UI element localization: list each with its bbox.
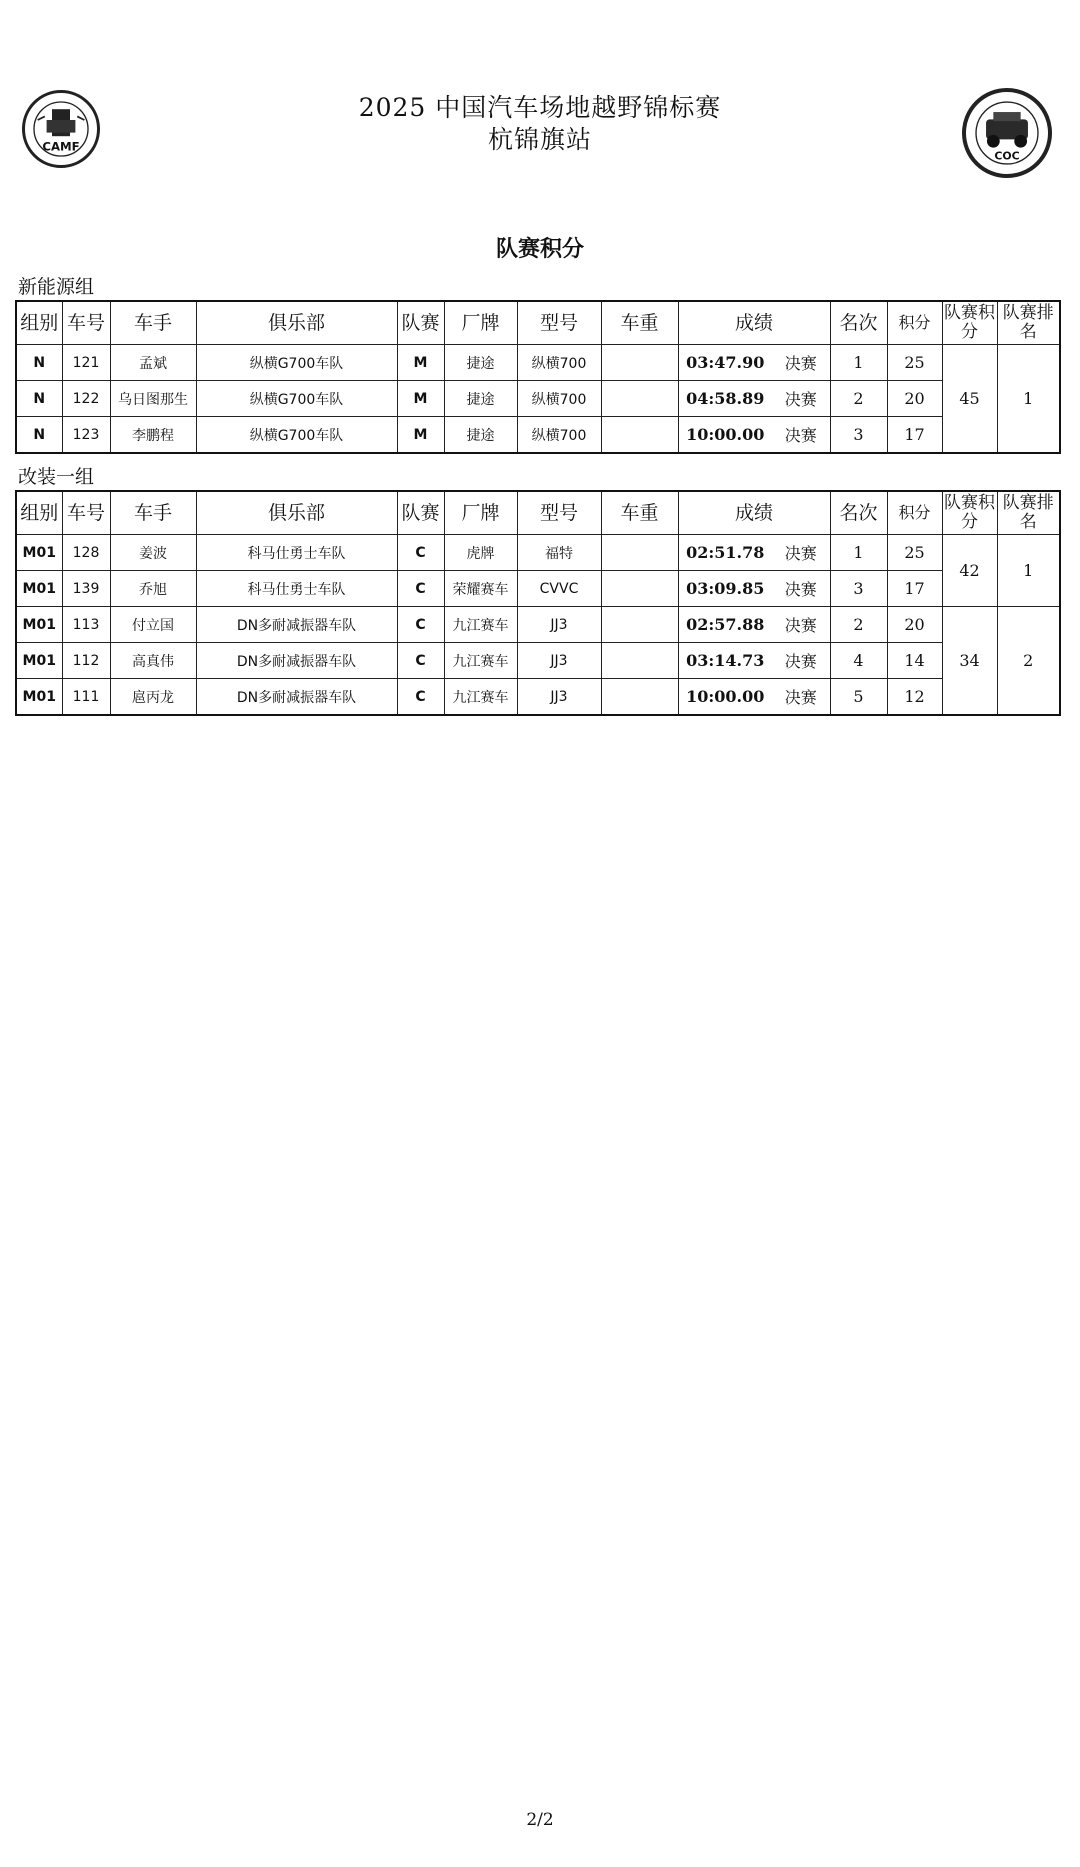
cell-driver: 乌日图那生: [110, 381, 196, 417]
cell-model: JJ3: [517, 679, 601, 716]
table-row: [16, 571, 1060, 607]
cell-group: N: [16, 345, 62, 381]
cell-team: C: [397, 679, 444, 716]
col-header-club: 俱乐部: [196, 301, 397, 345]
cell-brand: 捷途: [444, 381, 517, 417]
col-header-brand: 厂牌: [444, 301, 517, 345]
cell-driver: 李鹏程: [110, 417, 196, 454]
cell-group: M01: [16, 535, 62, 571]
cell-team-rank: 1: [997, 345, 1060, 454]
cell-club: 科马仕勇士车队: [196, 535, 397, 571]
cell-team: C: [397, 571, 444, 607]
cell-points: 25: [887, 345, 942, 381]
results-table-modified-1: [15, 490, 1061, 716]
col-header-team-points: 队赛积分: [942, 301, 997, 345]
group-label-new-energy: 新能源组: [18, 276, 95, 298]
cell-driver: 扈丙龙: [110, 679, 196, 716]
page-number: 2/2: [526, 1810, 554, 1830]
cell-rank: 5: [830, 679, 887, 716]
cell-car-no: 112: [62, 643, 110, 679]
section-title: 队赛积分: [495, 236, 584, 262]
cell-group: M01: [16, 643, 62, 679]
cell-group: N: [16, 417, 62, 454]
cell-time: 02:57.88: [678, 607, 772, 643]
col-header-model: 型号: [517, 301, 601, 345]
cell-team: M: [397, 417, 444, 454]
cell-round: 决赛: [772, 381, 830, 417]
cell-driver: 孟斌: [110, 345, 196, 381]
cell-team-rank: 2: [997, 607, 1060, 716]
group-label-modified-1: 改装一组: [18, 466, 95, 488]
col-header-group: 组别: [16, 491, 62, 535]
cell-car-no: 123: [62, 417, 110, 454]
cell-club: 纵横G700车队: [196, 381, 397, 417]
cell-driver: 乔旭: [110, 571, 196, 607]
cell-brand: 九江赛车: [444, 679, 517, 716]
col-header-rank: 名次: [830, 301, 887, 345]
cell-model: JJ3: [517, 643, 601, 679]
col-header-rank: 名次: [830, 491, 887, 535]
cell-club: DN多耐减振器车队: [196, 679, 397, 716]
cell-weight: [601, 535, 678, 571]
cell-round: 决赛: [772, 345, 830, 381]
cell-time: 03:14.73: [678, 643, 772, 679]
cell-team: M: [397, 381, 444, 417]
cell-group: M01: [16, 679, 62, 716]
col-header-team-points: 队赛积分: [942, 491, 997, 535]
cell-weight: [601, 381, 678, 417]
cell-points: 17: [887, 417, 942, 454]
cell-rank: 1: [830, 345, 887, 381]
table-row: [16, 679, 1060, 716]
cell-points: 20: [887, 381, 942, 417]
cell-team-points: 45: [942, 345, 997, 454]
cell-driver: 高真伟: [110, 643, 196, 679]
col-header-club: 俱乐部: [196, 491, 397, 535]
cell-model: 纵横700: [517, 345, 601, 381]
cell-rank: 4: [830, 643, 887, 679]
cell-team: C: [397, 535, 444, 571]
table-row: [16, 535, 1060, 571]
col-header-group: 组别: [16, 301, 62, 345]
col-header-team: 队赛: [397, 491, 444, 535]
cell-team-points: 34: [942, 607, 997, 716]
cell-time: 04:58.89: [678, 381, 772, 417]
cell-team-points: 42: [942, 535, 997, 607]
cell-model: 福特: [517, 535, 601, 571]
coc-logo-text: COC: [994, 149, 1020, 163]
cell-group: M01: [16, 607, 62, 643]
event-title: 2025 中国汽车场地越野锦标赛: [358, 93, 722, 122]
cell-driver: 付立国: [110, 607, 196, 643]
results-table-new-energy: [15, 300, 1061, 454]
cell-brand: 荣耀赛车: [444, 571, 517, 607]
cell-time: 10:00.00: [678, 417, 772, 454]
table-row: [16, 643, 1060, 679]
cell-weight: [601, 417, 678, 454]
event-station: 杭锦旗站: [487, 125, 592, 154]
cell-points: 20: [887, 607, 942, 643]
cell-weight: [601, 571, 678, 607]
cell-car-no: 122: [62, 381, 110, 417]
table-header-row: [16, 301, 1060, 345]
cell-rank: 2: [830, 381, 887, 417]
cell-time: 03:09.85: [678, 571, 772, 607]
camf-logo-text: CAMF: [42, 139, 80, 154]
col-header-weight: 车重: [601, 491, 678, 535]
cell-team: C: [397, 607, 444, 643]
cell-weight: [601, 345, 678, 381]
cell-weight: [601, 643, 678, 679]
cell-model: CVVC: [517, 571, 601, 607]
cell-points: 17: [887, 571, 942, 607]
cell-weight: [601, 679, 678, 716]
cell-rank: 3: [830, 571, 887, 607]
cell-weight: [601, 607, 678, 643]
cell-round: 决赛: [772, 607, 830, 643]
cell-brand: 捷途: [444, 345, 517, 381]
col-header-brand: 厂牌: [444, 491, 517, 535]
cell-group: M01: [16, 571, 62, 607]
cell-car-no: 128: [62, 535, 110, 571]
cell-points: 25: [887, 535, 942, 571]
table-row: [16, 381, 1060, 417]
col-header-team-rank: 队赛排名: [997, 491, 1060, 535]
cell-model: 纵横700: [517, 381, 601, 417]
table-row: [16, 607, 1060, 643]
col-header-driver: 车手: [110, 301, 196, 345]
cell-team: C: [397, 643, 444, 679]
col-header-points: 积分: [887, 301, 942, 345]
cell-points: 12: [887, 679, 942, 716]
col-header-result: 成绩: [678, 301, 830, 345]
col-header-model: 型号: [517, 491, 601, 535]
cell-club: 科马仕勇士车队: [196, 571, 397, 607]
cell-club: DN多耐减振器车队: [196, 643, 397, 679]
cell-team-rank: 1: [997, 535, 1060, 607]
cell-round: 决赛: [772, 643, 830, 679]
table-row: [16, 345, 1060, 381]
cell-team: M: [397, 345, 444, 381]
col-header-driver: 车手: [110, 491, 196, 535]
cell-model: 纵横700: [517, 417, 601, 454]
cell-car-no: 121: [62, 345, 110, 381]
col-header-car-no: 车号: [62, 301, 110, 345]
cell-brand: 虎牌: [444, 535, 517, 571]
col-header-car-no: 车号: [62, 491, 110, 535]
cell-brand: 捷途: [444, 417, 517, 454]
cell-time: 10:00.00: [678, 679, 772, 716]
cell-car-no: 139: [62, 571, 110, 607]
cell-round: 决赛: [772, 571, 830, 607]
cell-group: N: [16, 381, 62, 417]
cell-points: 14: [887, 643, 942, 679]
cell-round: 决赛: [772, 679, 830, 716]
cell-brand: 九江赛车: [444, 643, 517, 679]
table-row: [16, 417, 1060, 454]
cell-driver: 姜波: [110, 535, 196, 571]
cell-rank: 3: [830, 417, 887, 454]
cell-car-no: 111: [62, 679, 110, 716]
table-header-row: [16, 491, 1060, 535]
cell-time: 03:47.90: [678, 345, 772, 381]
col-header-team: 队赛: [397, 301, 444, 345]
col-header-weight: 车重: [601, 301, 678, 345]
col-header-points: 积分: [887, 491, 942, 535]
cell-time: 02:51.78: [678, 535, 772, 571]
cell-round: 决赛: [772, 417, 830, 454]
cell-rank: 2: [830, 607, 887, 643]
col-header-result: 成绩: [678, 491, 830, 535]
col-header-team-rank: 队赛排名: [997, 301, 1060, 345]
cell-club: DN多耐减振器车队: [196, 607, 397, 643]
cell-brand: 九江赛车: [444, 607, 517, 643]
cell-club: 纵横G700车队: [196, 417, 397, 454]
cell-model: JJ3: [517, 607, 601, 643]
cell-rank: 1: [830, 535, 887, 571]
cell-club: 纵横G700车队: [196, 345, 397, 381]
cell-car-no: 113: [62, 607, 110, 643]
cell-round: 决赛: [772, 535, 830, 571]
